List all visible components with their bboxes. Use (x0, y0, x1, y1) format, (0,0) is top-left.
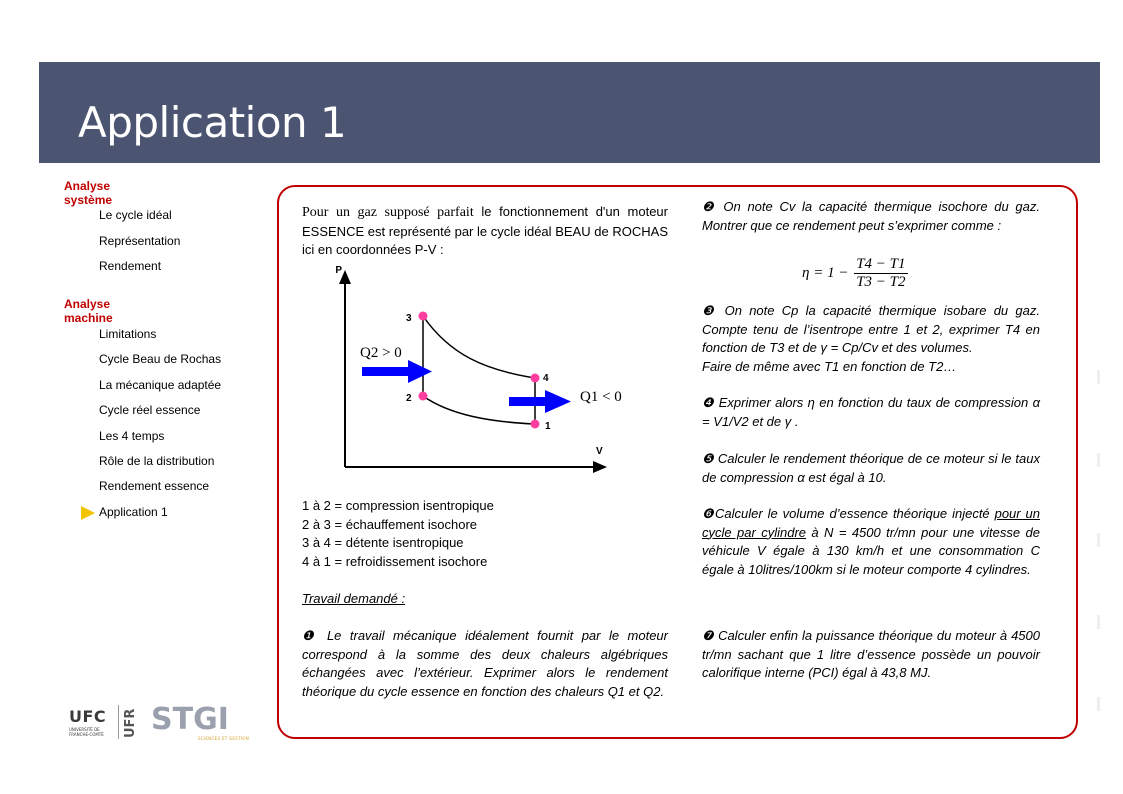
travail-title: Travail demandé : (302, 591, 406, 606)
question-4: ❹ Exprimer alors η en fonction du taux de compression α = V1/V2 et de γ . (702, 395, 1040, 429)
edge-mark (1097, 615, 1100, 629)
question-5: ❺ Calculer le rendement théorique de ce moteur si le taux de compression α est égal à 10. (702, 451, 1040, 485)
step-3-4: 3 à 4 = détente isentropique (302, 535, 464, 550)
edge-mark (1097, 453, 1100, 467)
question-6-b: à N = 4500 tr/mn pour une vitesse de véhicule V égale à 130 km/h et une consommation C égale à 10litres/100km si le moteur comporte 4 cylindres. (702, 524, 1040, 577)
q1-arrow-shaft (509, 397, 547, 406)
point-3 (419, 312, 428, 321)
point-4-label: 4 (543, 373, 549, 384)
point-4 (531, 374, 540, 383)
p-axis-label: P (335, 265, 342, 276)
nav-item-rendement-essence[interactable]: Rendement essence (99, 479, 210, 493)
nav-item-representation[interactable]: Représentation (99, 234, 181, 248)
question-7: ❼ Calculer enfin la puissance théorique du moteur à 4500 tr/mn sachant que 1 litre d’essence possède un pouvoir calorifique interne (PCI) égal à 43,8 MJ. (702, 628, 1040, 680)
v-axis-arrowhead (593, 461, 607, 473)
question-3-text: ❸ On note Cp la capacité thermique isobare du gaz. Compte tenu de l’isentrope entre 1 et 2, exprimer T4 en fonction de T3 et de γ = Cp/Cv et des volumes. (702, 303, 1040, 355)
ufc-logo (69, 707, 107, 737)
q1-arrow-head-icon (545, 390, 571, 413)
q2-arrow-head-icon (408, 360, 432, 383)
nav-section-analyse-systeme: Analyse système (64, 179, 113, 207)
stgi-logo-subtext: SCIENCES ET GESTION (198, 736, 250, 741)
nav-item-application-1[interactable]: Application 1 (99, 505, 168, 519)
step-2-3: 2 à 3 = échauffement isochore (302, 516, 478, 532)
question-6-underlined: pour un cycle par cylindre (702, 506, 1041, 540)
formula-numerator: T4 − T1 (856, 256, 906, 272)
step-1-2: 1 à 2 = compression isentropique (302, 498, 494, 513)
question-2: ❷ On note Cv la capacité thermique isochore du gaz. Montrer que ce rendement peut s’exprimer comme : (702, 199, 1040, 233)
q2-arrow-shaft (362, 367, 410, 376)
current-item-arrow-icon (81, 506, 95, 520)
point-3-label: 3 (406, 313, 412, 324)
question-1: ❶ Le travail mécanique idéalement fournit par le moteur correspond à la somme des deux chaleurs algébriques échangées avec l’extérieur. Exprimer alors le rendement théorique du cycle essence en fonction des chaleurs Q1 et Q2. (302, 628, 668, 699)
slide-title: Application 1 (78, 98, 347, 147)
nav-section-analyse-machine: Analyse machine (64, 297, 113, 325)
nav-item-rendement[interactable]: Rendement (99, 259, 162, 273)
question-6-a: ❻Calculer le volume d’essence théorique injecté (702, 506, 995, 521)
nav-item-mecanique-adaptee[interactable]: La mécanique adaptée (99, 378, 222, 392)
nav-item-4-temps[interactable]: Les 4 temps (99, 429, 165, 443)
steps-list (302, 497, 494, 571)
formula-denominator: T3 − T2 (856, 274, 906, 290)
stgi-logo: STGI (151, 702, 229, 737)
q2-label: Q2 > 0 (360, 345, 402, 361)
point-2-label: 2 (406, 393, 412, 404)
point-2 (419, 392, 428, 401)
question-6 (702, 505, 1040, 579)
ufr-logo-text: UFR (123, 708, 138, 738)
edge-mark (1097, 697, 1100, 711)
step-4-1: 4 à 1 = refroidissement isochore (302, 553, 488, 569)
nav-item-cycle-reel-essence[interactable]: Cycle réel essence (99, 403, 201, 417)
edge-mark (1097, 533, 1100, 547)
question-3 (702, 302, 1040, 376)
q1-label: Q1 < 0 (580, 389, 622, 405)
efficiency-formula (802, 256, 908, 291)
nav-item-limitations[interactable]: Limitations (99, 327, 157, 341)
intro-rest: le fonctionnement d'un moteur ESSENCE est représenté par le cycle idéal BEAU de ROCHAS ici en coordonnées P-V : (302, 204, 668, 257)
nav-item-cycle-beau-de-rochas[interactable]: Cycle Beau de Rochas (99, 352, 222, 366)
nav-item-role-distribution[interactable]: Rôle de la distribution (99, 454, 215, 468)
title-banner (39, 62, 1100, 163)
ufc-logo-subtext: UNIVERSITÉ DE FRANCHE-COMTÉ (69, 727, 104, 737)
ufc-logo-text: UFC (69, 707, 107, 726)
formula-lhs: η = 1 − (802, 264, 849, 281)
formula-fraction (854, 256, 907, 291)
pv-diagram (300, 260, 630, 475)
intro-lead: Pour un gaz supposé parfait (302, 205, 474, 220)
point-1-label: 1 (545, 421, 551, 432)
edge-mark (1097, 370, 1100, 384)
v-axis-label: V (596, 446, 603, 457)
isentrope-3-4 (423, 316, 535, 378)
question-3-text2: Faire de même avec T1 en fonction de T2… (702, 358, 957, 374)
point-1 (531, 420, 540, 429)
intro-paragraph (302, 203, 668, 260)
ufr-logo (118, 708, 142, 738)
nav-item-cycle-ideal[interactable]: Le cycle idéal (99, 208, 172, 222)
